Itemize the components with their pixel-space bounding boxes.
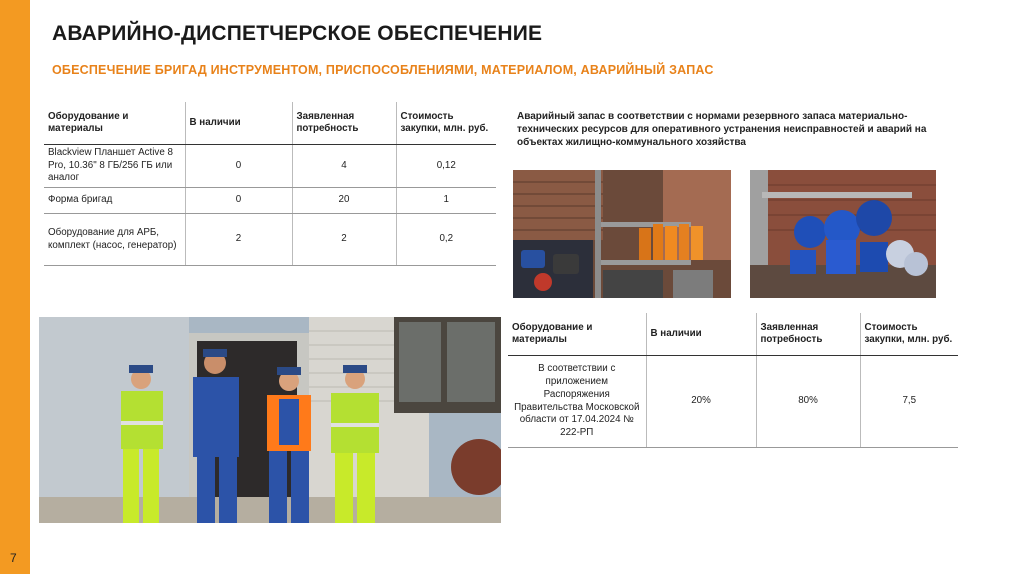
cell-equipment: В соответствии с приложением Распоряжения Правительства Московской области от 17.04.2024 № 222-РП [508,356,646,448]
cell-available: 0 [185,145,292,188]
reserve-table [508,313,958,448]
col-header-cost: Стоимость закупки, млн. руб. [396,102,496,145]
reserve-note: Аварийный запас в соответствии с нормами резервного запаса материально-технических ресурсов для оперативного устранения неисправностей и аварий на объектах жилищно-коммунального хозяйства [517,111,927,148]
cell-demand: 80% [756,356,860,448]
cell-equipment: Форма бригад [44,188,185,214]
table-header-row [508,313,958,356]
col-header-available: В наличии [185,102,292,145]
equipment-table [44,102,496,266]
cell-demand: 4 [292,145,396,188]
col-header-demand: Заявленная потребность [756,313,860,356]
brigade-workers-photo [39,317,501,523]
table-row [44,188,496,214]
cell-cost: 7,5 [860,356,958,448]
page-number: 7 [10,551,17,565]
page-subtitle: ОБЕСПЕЧЕНИЕ БРИГАД ИНСТРУМЕНТОМ, ПРИСПОСОБЛЕНИЯМИ, МАТЕРИАЛОМ, АВАРИЙНЫЙ ЗАПАС [52,63,714,77]
table-row [44,145,496,188]
cell-demand: 2 [292,214,396,266]
cell-available: 2 [185,214,292,266]
cell-cost: 1 [396,188,496,214]
cell-cost: 0,12 [396,145,496,188]
col-header-equipment: Оборудование и материалы [44,102,185,145]
cell-equipment: Оборудование для АРБ, комплект (насос, генератор) [44,214,185,266]
cell-cost: 0,2 [396,214,496,266]
col-header-cost: Стоимость закупки, млн. руб. [860,313,958,356]
cell-demand: 20 [292,188,396,214]
table-row [508,356,958,448]
cell-available: 0 [185,188,292,214]
cell-equipment: Blackview Планшет Active 8 Pro, 10.36" 8 ГБ/256 ГБ или аналог [44,145,185,188]
warehouse-photo-valves [750,170,936,298]
table-header-row [44,102,496,145]
table-row [44,214,496,266]
col-header-demand: Заявленная потребность [292,102,396,145]
page-title: АВАРИЙНО-ДИСПЕТЧЕРСКОЕ ОБЕСПЕЧЕНИЕ [52,22,543,45]
col-header-available: В наличии [646,313,756,356]
warehouse-photo-shelves [513,170,731,298]
col-header-equipment: Оборудование и материалы [508,313,646,356]
accent-side-bar [0,0,30,574]
cell-available: 20% [646,356,756,448]
